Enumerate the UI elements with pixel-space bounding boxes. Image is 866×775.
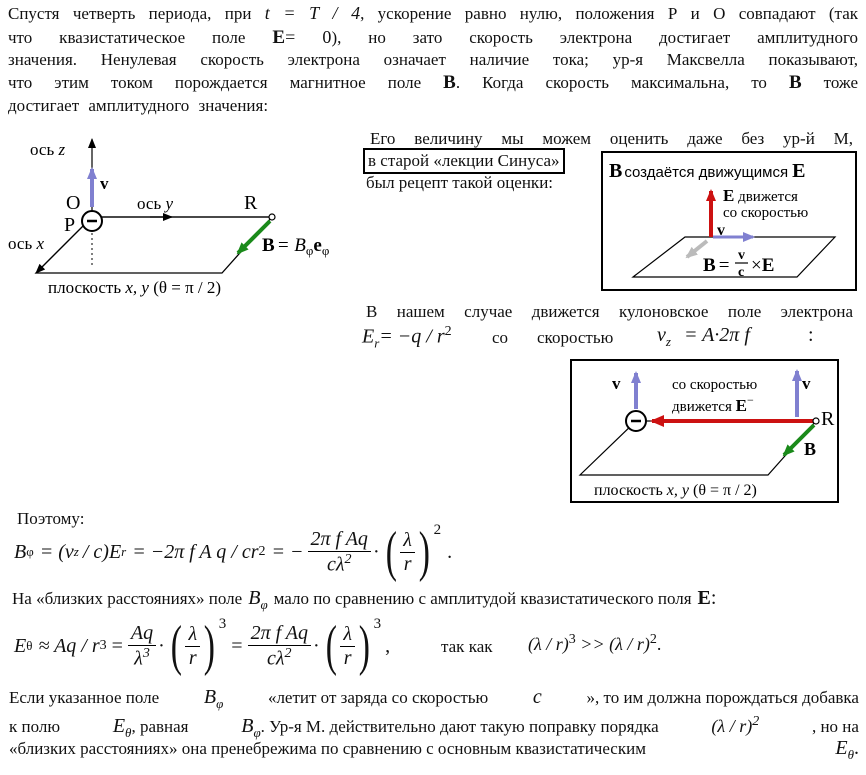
final-line-3: «близких расстояниях» она пренебрежима по сравнению с основным квазистатическим $E_\theta$. bbox=[9, 737, 859, 762]
diagram-coulomb-box bbox=[570, 359, 839, 503]
plane-outline bbox=[633, 237, 835, 277]
point-r bbox=[813, 418, 819, 424]
with-speed-label: со скоростью bbox=[672, 377, 758, 393]
plane-caption: плоскость x, y (θ = π / 2) bbox=[594, 482, 757, 499]
therefore-label: Поэтому: bbox=[17, 509, 85, 528]
svg-text:v: v bbox=[738, 248, 745, 263]
point-r bbox=[269, 214, 275, 220]
box-title: B создаётся движущимся E bbox=[609, 160, 806, 182]
point-r-label: R bbox=[821, 408, 835, 430]
coulomb-so: со bbox=[492, 328, 509, 347]
point-r-label: R bbox=[244, 192, 258, 214]
velocity-label: v bbox=[717, 222, 725, 239]
final-line-1: Если указанное поле $B_\varphi$ «летит от заряда со скоростью c », то им должна порождаться добавка bbox=[9, 686, 859, 711]
intro-line-5: достигает амплитудного значения: bbox=[8, 96, 269, 115]
axis-x-label: ось x bbox=[8, 234, 45, 253]
coulomb-speed: скоростью bbox=[537, 328, 614, 347]
equation-b-phi: B φ = (v z / c)E r = −2π f A q / cr 2 = − $\frac{\text{2π f Aq}}{c\lambda^2}$ · ( $\frac{\lambda}{r}$ ) 2 . bbox=[14, 521, 453, 583]
velocity-label: v bbox=[100, 174, 109, 193]
plane-outline bbox=[580, 421, 816, 475]
b-label: B bbox=[804, 439, 817, 459]
velocity-label-left: v bbox=[612, 374, 621, 393]
equation-e-theta: E θ ≈ Aq / r 3 = $\frac{Aq}{\lambda^3}$ · ( $\frac{\lambda}{r}$ ) 3 = $\frac{\text{2π f Aq}}{c\lambda^2}$ · ( $\frac{\lambda}{r}$ ) 3 , bbox=[14, 615, 391, 677]
intro-line-2: что квазистатическое поле E= 0), но зато скорость электрона достигает амплитудного bbox=[8, 27, 859, 48]
svg-text:×E: ×E bbox=[751, 255, 775, 276]
with-speed-label: со скоростью bbox=[723, 205, 809, 221]
since-label: так как bbox=[441, 637, 493, 656]
e-moves-label: E движется bbox=[723, 186, 798, 205]
coulomb-text: В нашем случае движется кулоновское поле электрона bbox=[366, 302, 853, 321]
svg-text:c: c bbox=[738, 265, 745, 280]
coulomb-formula: $E_r= -q / r^2$ bbox=[362, 324, 452, 351]
diagram-moving-e-box bbox=[601, 151, 857, 291]
b-formula: $B = B_\varphi e_\varphi$ bbox=[262, 235, 330, 258]
axis-z-label: ось z bbox=[30, 140, 66, 159]
origin-label: O bbox=[66, 192, 81, 214]
diagram-axes-plane bbox=[0, 125, 370, 305]
axis-y-label: ось y bbox=[137, 194, 174, 213]
sinus-lecture-box: в старой «лекции Синуса» bbox=[363, 148, 565, 174]
intro-line-3: значения. Ненулевая скорость электрона означает наличие тока; ур-я Максвелла показывают, bbox=[8, 50, 858, 69]
moves-label: движется E− bbox=[672, 393, 754, 415]
coulomb-colon: : bbox=[808, 324, 814, 346]
plane-caption: плоскость x, y (θ = π / 2) bbox=[48, 278, 222, 297]
intro-line-1: Спустя четверть периода, при t = T / 4, ускорение равно нулю, положения Р и О совпадают (так bbox=[8, 3, 858, 23]
b-formula: B = bbox=[703, 255, 730, 276]
final-line-2: к полю $E_\theta$, равная $B_\varphi$. Ур-я М. действительно дают такую поправку порядка (λ / r)$^2$ , но на bbox=[9, 714, 859, 740]
sinus-line-1: Его величину мы можем оценить даже без ур-й М, bbox=[370, 129, 853, 148]
condition-formula: (λ / r)$^3$ >> (λ / r)$^2$. bbox=[528, 632, 662, 654]
near-distances-line: На «близких расстояниях» поле $B_\varphi$ мало по сравнению с амплитудой квазистатического поля E: bbox=[12, 587, 717, 612]
intro-line-4: что этим током порождается магнитное поле B. Когда скорость максимальна, то B тоже bbox=[8, 72, 858, 93]
velocity-label-right: v bbox=[802, 374, 811, 393]
vz-formula: $v_z = A\cdot 2\pi$ f bbox=[657, 324, 750, 349]
sinus-line-3: был рецепт такой оценки: bbox=[366, 173, 554, 192]
point-p-label: P bbox=[64, 214, 76, 236]
